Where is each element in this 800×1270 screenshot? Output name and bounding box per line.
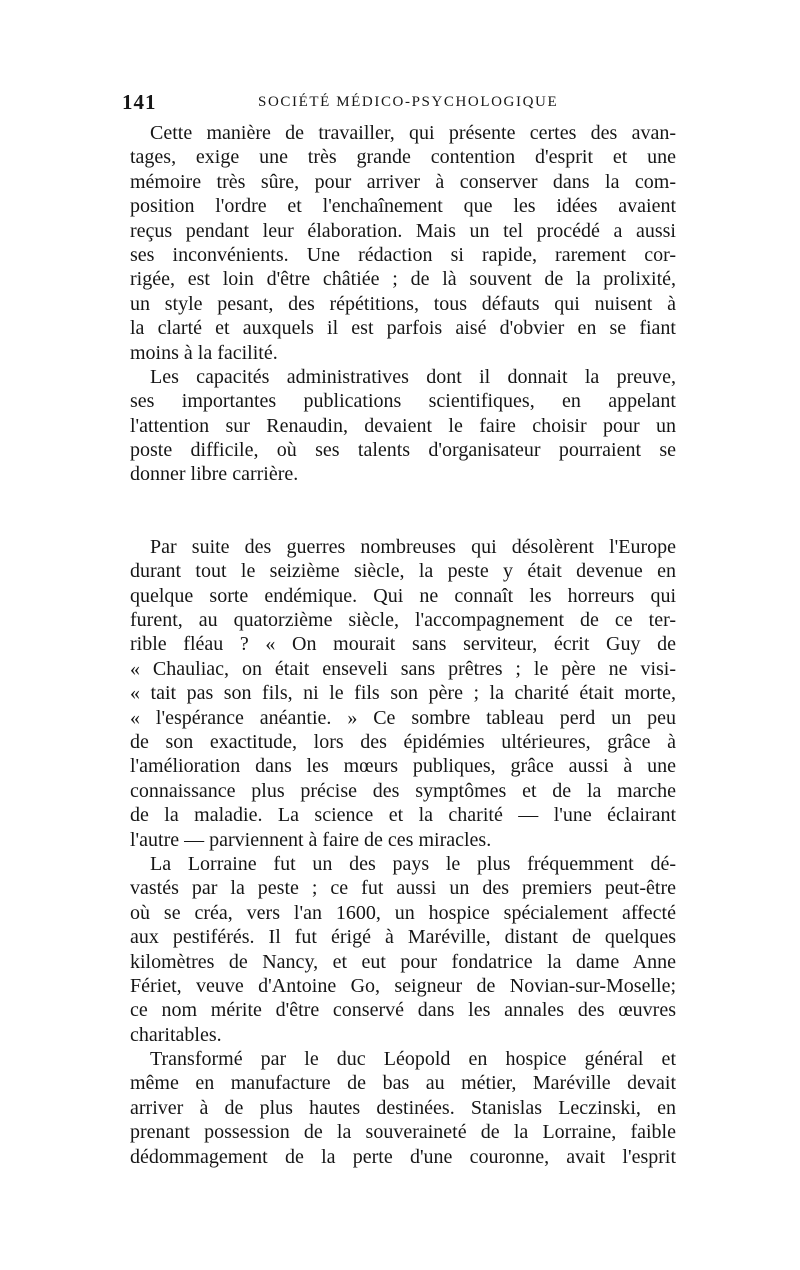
text-line: charitables. <box>130 1023 222 1046</box>
text-line: « tait pas son fils, ni le fils son père ; la charité était morte, <box>130 682 676 705</box>
text-line: « l'espérance anéantie. » Ce sombre tableau perd un peu <box>130 706 676 729</box>
section-break <box>130 487 676 535</box>
text-line: connaissance plus précise des symptômes et de la marche <box>130 779 676 802</box>
text-line: un style pesant, des répétitions, tous défauts qui nuisent à <box>130 292 676 315</box>
text-line: dédommagement de la perte d'une couronne, avait l'esprit <box>130 1145 676 1168</box>
text-line: durant tout le seizième siècle, la peste y était devenue en <box>130 560 676 583</box>
text-line: furent, au quatorzième siècle, l'accompagnement de ce ter- <box>130 609 676 632</box>
text-line: ses inconvénients. Une rédaction si rapide, rarement cor- <box>130 243 676 266</box>
text-line: ce nom mérite d'être conservé dans les annales des œuvres <box>130 999 676 1022</box>
text-line: où se créa, vers l'an 1600, un hospice spécialement affecté <box>130 901 676 924</box>
text-line: rible fléau ? « On mourait sans serviteur, écrit Guy de <box>130 633 676 656</box>
text-line: rigée, est loin d'être châtiée ; de là souvent de la prolixité, <box>130 268 676 291</box>
text-line: moins à la facilité. <box>130 341 278 364</box>
text-line: vastés par la peste ; ce fut aussi un des premiers peut-être <box>130 877 676 900</box>
text-line: l'attention sur Renaudin, devaient le faire choisir pour un <box>130 414 676 437</box>
text-line: même en manufacture de bas au métier, Maréville devait <box>130 1072 676 1095</box>
text-line: l'amélioration dans les mœurs publiques, grâce aussi à une <box>130 755 676 778</box>
paragraph-lorraine <box>130 852 676 1047</box>
text-line: de son exactitude, lors des épidémies ultérieures, grâce à <box>130 730 676 753</box>
text-line: Par suite des guerres nombreuses qui désolèrent l'Europe <box>150 535 676 558</box>
text-line: Transformé par le duc Léopold en hospice général et <box>150 1048 676 1071</box>
running-title: SOCIÉTÉ MÉDICO-PSYCHOLOGIQUE <box>258 94 559 110</box>
text-line: « Chauliac, on était enseveli sans prêtres ; le père ne visi- <box>130 657 676 680</box>
running-header <box>120 90 680 120</box>
text-line: l'autre — parviennent à faire de ces miracles. <box>130 828 492 851</box>
paragraph-plague <box>130 535 676 852</box>
text-line: Les capacités administratives dont il donnait la preuve, <box>150 365 676 388</box>
text-line: tages, exige une très grande contention d'esprit et une <box>130 146 676 169</box>
text-line: donner libre carrière. <box>130 463 299 486</box>
paragraph-administrative-capacities <box>130 365 676 487</box>
page-number: 141 <box>122 90 157 114</box>
text-line: prenant possession de la souveraineté de la Lorraine, faible <box>130 1121 676 1144</box>
text-line: ses importantes publications scientifiques, en appelant <box>130 390 676 413</box>
paragraph-work-method <box>130 121 676 365</box>
text-line: de la maladie. La science et la charité — l'une éclairant <box>130 804 676 827</box>
paragraph-mareville <box>130 1047 676 1169</box>
text-line: position l'ordre et l'enchaînement que les idées avaient <box>130 195 676 218</box>
text-line: reçus pendant leur élaboration. Mais un tel procédé a aussi <box>130 219 676 242</box>
text-line: La Lorraine fut un des pays le plus fréquemment dé- <box>150 852 676 875</box>
text-line: arriver à de plus hautes destinées. Stanislas Leczinski, en <box>130 1096 676 1119</box>
text-line: Cette manière de travailler, qui présente certes des avan- <box>150 122 676 144</box>
body-text <box>130 121 676 1169</box>
text-line: Fériet, veuve d'Antoine Go, seigneur de Novian-sur-Moselle; <box>130 974 676 997</box>
text-line: kilomètres de Nancy, et eut pour fondatrice la dame Anne <box>130 950 676 973</box>
text-line: la clarté et auxquels il est parfois aisé d'obvier en se fiant <box>130 317 676 340</box>
text-line: poste difficile, où ses talents d'organisateur pourraient se <box>130 439 676 462</box>
text-line: mémoire très sûre, pour arriver à conserver dans la com- <box>130 170 676 193</box>
text-line: aux pestiférés. Il fut érigé à Maréville, distant de quelques <box>130 926 676 949</box>
text-line: quelque sorte endémique. Qui ne connaît les horreurs qui <box>130 584 676 607</box>
